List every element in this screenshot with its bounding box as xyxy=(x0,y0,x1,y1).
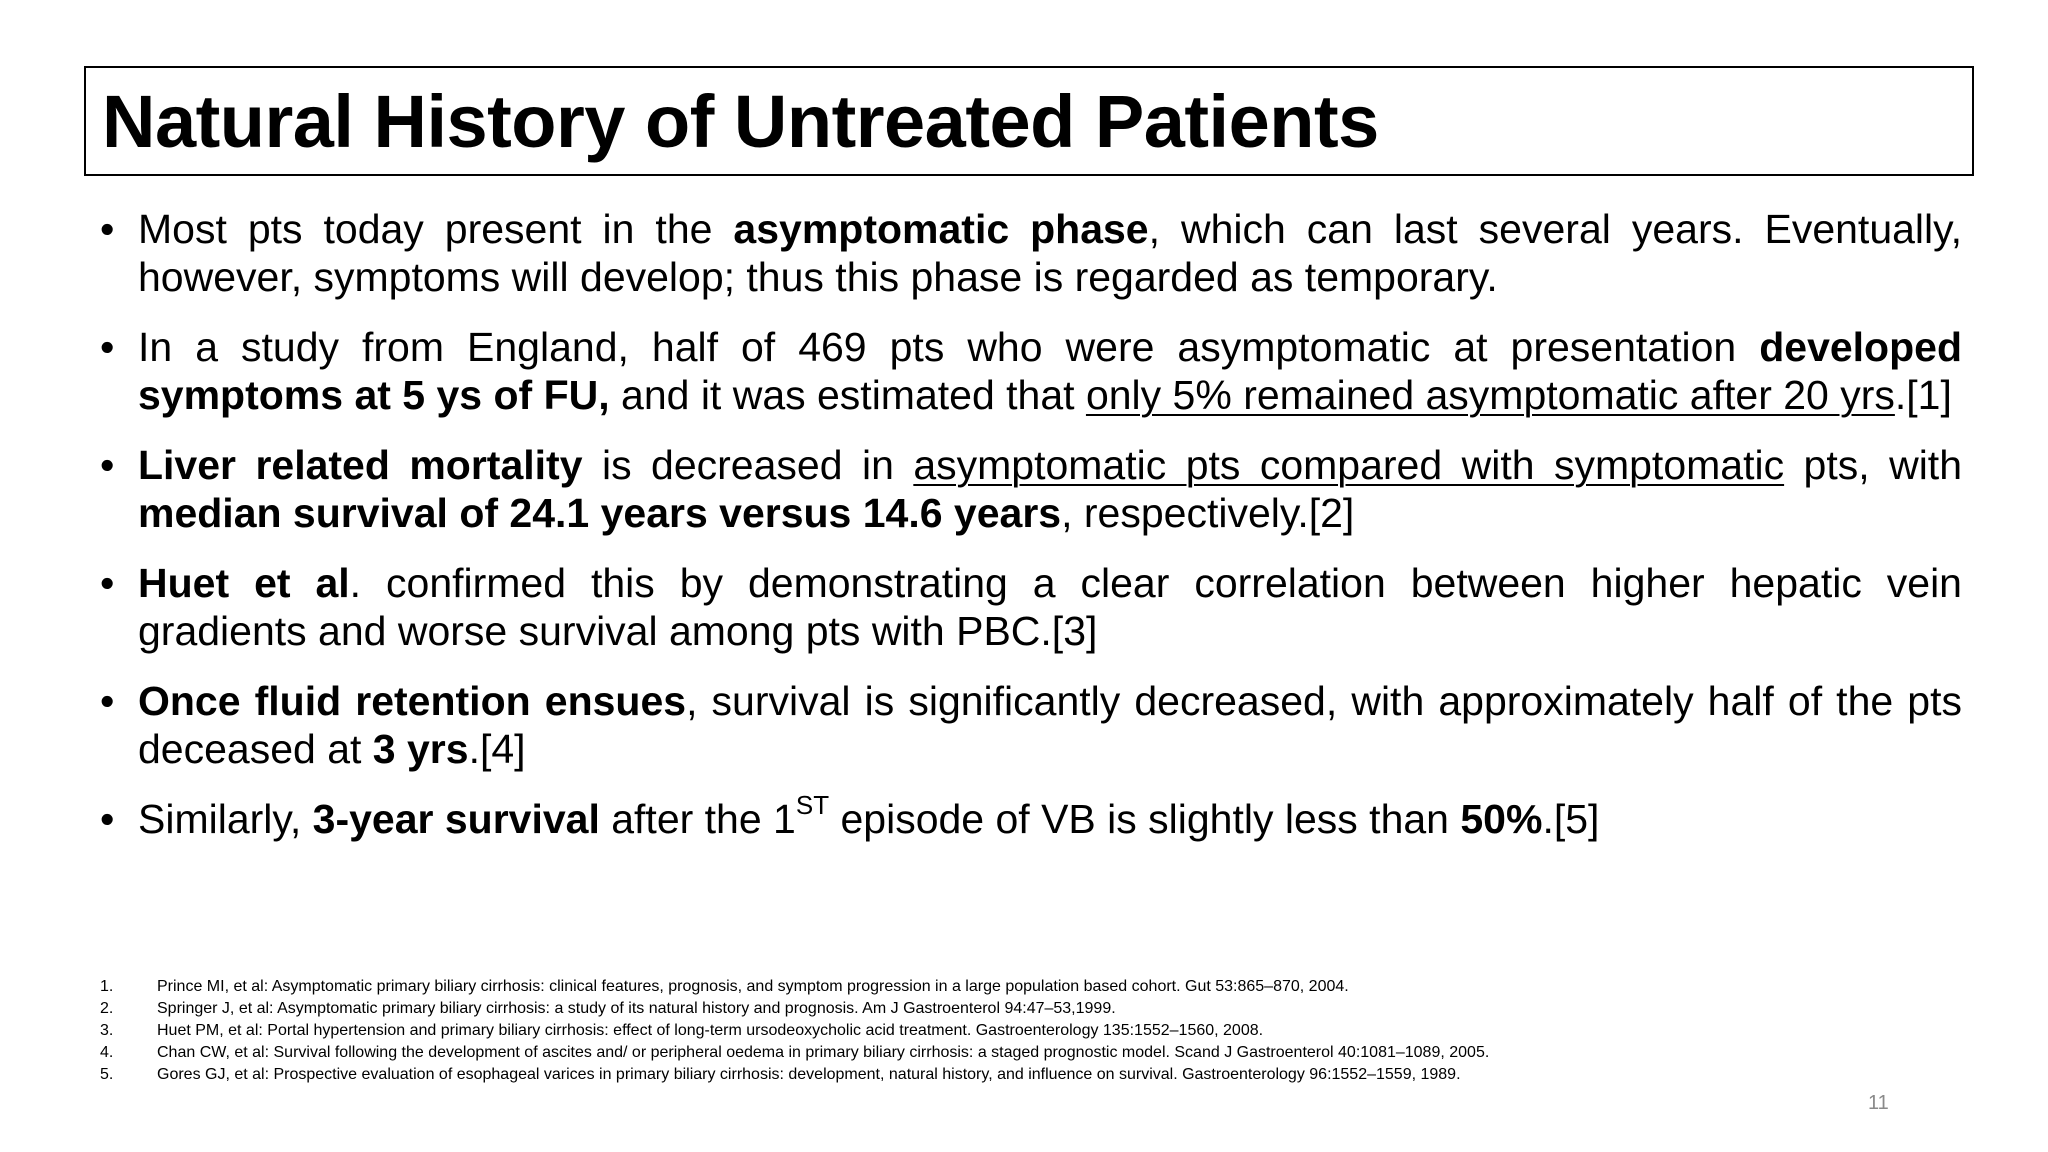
bullet-text-bold: asymptomatic phase xyxy=(733,206,1149,252)
reference-list xyxy=(100,976,1900,1086)
bullet-list xyxy=(100,205,1962,865)
bullet-text: and it was estimated that xyxy=(609,372,1086,418)
bullet-text-bold: Huet et al xyxy=(138,560,350,606)
reference-item xyxy=(100,1042,1900,1064)
bullet-marker: • xyxy=(100,796,115,842)
bullet-text: , survival is significantly decreased, with approximately half of the pts deceased at xyxy=(138,678,1962,772)
reference-item xyxy=(100,976,1900,998)
reference-number: 4. xyxy=(100,1044,114,1061)
bullet-text: is decreased in xyxy=(582,442,914,488)
reference-item xyxy=(100,1064,1900,1086)
reference-number: 3. xyxy=(100,1022,114,1039)
reference-number: 2. xyxy=(100,1000,114,1017)
page-number: 11 xyxy=(1868,1092,1889,1114)
bullet-text-bold: 50% xyxy=(1460,796,1543,842)
reference-item xyxy=(100,998,1900,1020)
bullet-text-underlined: asymptomatic pts compared with symptomatic xyxy=(913,442,1785,488)
reference-number: 5. xyxy=(100,1066,114,1083)
slide-title-box xyxy=(84,66,1974,176)
bullet-text: pts, with xyxy=(1784,442,1962,488)
reference-number: 1. xyxy=(100,978,114,995)
bullet-text: . confirmed this by demonstrating a clear correlation between higher hepatic vein gradients and worse survival among pts with PBC.[3] xyxy=(138,560,1962,654)
bullet-item xyxy=(100,441,1962,537)
bullet-item xyxy=(100,323,1962,419)
bullet-text-underlined: only 5% remained asymptomatic after 20 yrs xyxy=(1085,372,1895,418)
bullet-text-superscript: ST xyxy=(795,790,830,821)
reference-text: Prince MI, et al: Asymptomatic primary biliary cirrhosis: clinical features, prognosis, and symptom progression in a large population based cohort. Gut 53:865–870, 2004. xyxy=(157,978,1349,995)
bullet-text: Most pts today present in the xyxy=(138,206,734,252)
bullet-marker: • xyxy=(100,678,115,724)
bullet-text: In a study from England, half of 469 pts who were asymptomatic at presentation xyxy=(138,324,1760,370)
reference-text: Huet PM, et al: Portal hypertension and primary biliary cirrhosis: effect of long-term ursodeoxycholic acid treatment. Gastroenterology 135:1552–1560, 2008. xyxy=(157,1022,1264,1039)
bullet-text: .[4] xyxy=(468,726,526,772)
bullet-text-bold: developed symptoms at 5 ys of FU, xyxy=(138,324,1962,418)
bullet-marker: • xyxy=(100,206,115,252)
bullet-text-bold: median survival of 24.1 years versus 14.6 years xyxy=(138,490,1062,536)
reference-item xyxy=(100,1020,1900,1042)
bullet-marker: • xyxy=(100,560,115,606)
bullet-text: Similarly, xyxy=(138,796,313,842)
reference-text: Gores GJ, et al: Prospective evaluation of esophageal varices in primary biliary cirrhosis: development, natural history, and influence on survival. Gastroenterology 96:1552–1559, 1989. xyxy=(157,1066,1461,1083)
bullet-text: after the 1 xyxy=(599,796,796,842)
bullet-text-bold: Once fluid retention ensues xyxy=(138,678,687,724)
bullet-item xyxy=(100,790,1962,843)
bullet-item xyxy=(100,677,1962,773)
bullet-text: episode of VB is slightly less than xyxy=(829,796,1461,842)
reference-text: Chan CW, et al: Survival following the development of ascites and/ or peripheral oedema in primary biliary cirrhosis: a staged prognostic model. Scand J Gastroenterol 40:1081–1089, 2005. xyxy=(157,1044,1490,1061)
bullet-text: .[1] xyxy=(1894,372,1952,418)
reference-text: Springer J, et al: Asymptomatic primary biliary cirrhosis: a study of its natural history and prognosis. Am J Gastroenterol 94:47–53,1999. xyxy=(157,1000,1116,1017)
bullet-marker: • xyxy=(100,442,115,488)
bullet-text: , which can last several years. Eventually, however, symptoms will develop; thus this phase is regarded as temporary. xyxy=(138,206,1962,300)
bullet-item xyxy=(100,205,1962,301)
bullet-text-bold: 3 yrs xyxy=(372,726,469,772)
bullet-text-bold: Liver related mortality xyxy=(138,442,583,488)
slide-title: Natural History of Untreated Patients xyxy=(102,80,1379,163)
bullet-text: , respectively.[2] xyxy=(1061,490,1355,536)
bullet-marker: • xyxy=(100,324,115,370)
bullet-item xyxy=(100,559,1962,655)
bullet-text: .[5] xyxy=(1542,796,1600,842)
bullet-text-bold: 3-year survival xyxy=(312,796,600,842)
